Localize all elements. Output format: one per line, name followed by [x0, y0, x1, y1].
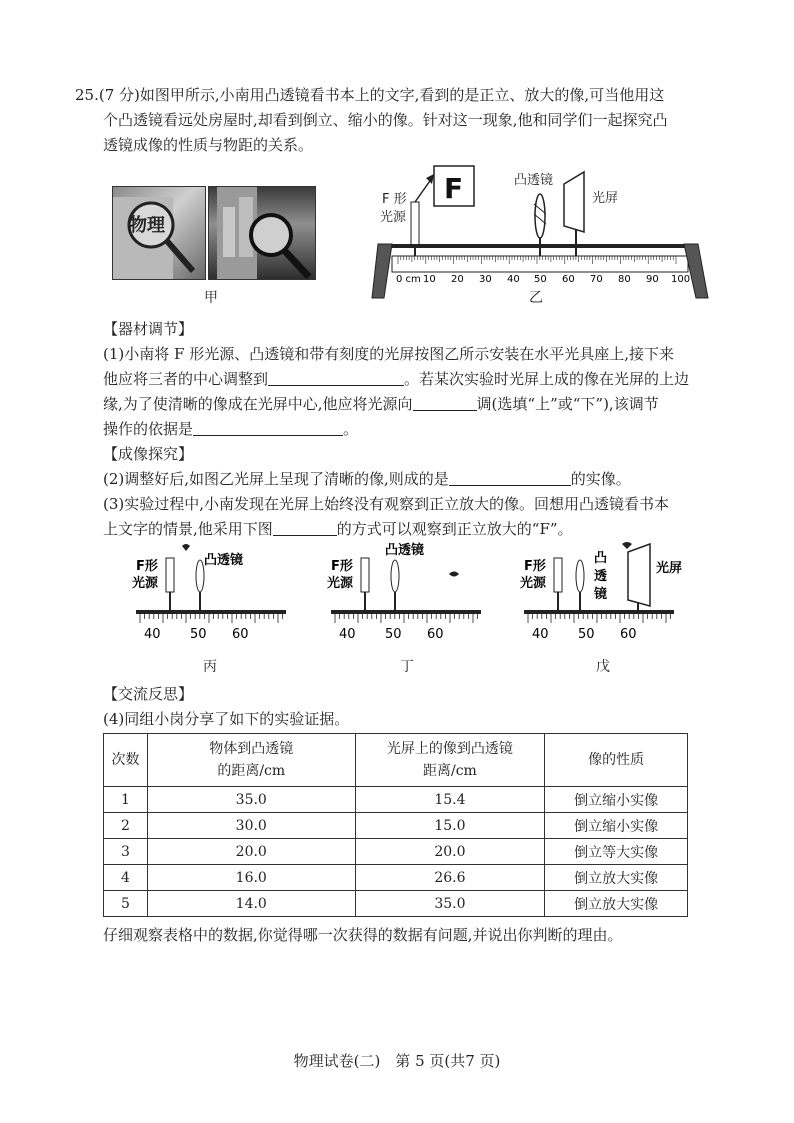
wu-tick-60: 60 [620, 627, 637, 640]
ruler-label: 30 [479, 274, 492, 285]
screen-label: 光屏 [592, 191, 619, 206]
bing-lens-label: 凸透镜 [204, 553, 244, 568]
figure-ding [325, 540, 485, 640]
ding-tick-40: 40 [339, 627, 356, 640]
q1-line-1: (1)小南将 F 形光源、凸透镜和带有刻度的光屏按图乙所示安装在水平光具座上,接下来 [103, 345, 674, 363]
f-letter: F [444, 172, 464, 205]
ding-tick-60: 60 [427, 627, 444, 640]
optical-bench-figure [368, 160, 713, 300]
evidence-table [103, 733, 688, 917]
ding-lens [391, 560, 399, 592]
ruler-labels [396, 274, 690, 285]
q1-line-4-a: 操作的依据是 [103, 420, 194, 438]
ding-lens-label: 凸透镜 [385, 543, 425, 558]
ding-tick-50: 50 [385, 627, 402, 640]
pointer-line [415, 178, 432, 202]
ding-rail [331, 610, 481, 614]
bing-rail [136, 610, 286, 614]
intro-line-1: 如图甲所示,小南用凸透镜看书本上的文字,看到的是正立、放大的像,可当他用这 [139, 86, 665, 104]
q2-a: (2)调整好后,如图乙光屏上呈现了清晰的像,则成的是 [103, 470, 449, 488]
cell: 倒立缩小实像 [545, 787, 688, 813]
q3-line-1: (3)实验过程中,小南发现在光屏上始终没有观察到正立放大的像。回想用凸透镜看书本 [103, 495, 670, 513]
cell: 15.0 [355, 813, 545, 839]
cell: 倒立放大实像 [545, 891, 688, 917]
wu-source-2: 光源 [520, 576, 547, 591]
q2-line [103, 468, 631, 490]
cell: 26.6 [355, 865, 545, 891]
cell: 30.0 [147, 813, 355, 839]
ruler-label: 10 [423, 274, 436, 285]
ruler-label: 0 cm [396, 274, 421, 285]
window-magnifier-drawing [209, 187, 315, 279]
table-row [104, 865, 688, 891]
wu-tick-40: 40 [532, 627, 549, 640]
bing-tick-50: 50 [190, 627, 207, 640]
question-number-text: 25. [75, 86, 99, 104]
table-row [104, 813, 688, 839]
pointer-arrow [426, 174, 434, 184]
bing-ticks [140, 614, 283, 623]
table-row [104, 891, 688, 917]
bing-tick-40: 40 [144, 627, 161, 640]
eye-icon [182, 544, 190, 551]
cell: 35.0 [355, 891, 545, 917]
q3-line-2-a: 上文字的情景,他采用下图 [103, 520, 273, 538]
q1-line-3-a: 缘,为了使清晰的像成在光屏中心,他应将光源向 [103, 395, 413, 413]
q4-intro: (4)同组小岗分享了如下的实验证据。 [103, 710, 350, 728]
wu-lens-1: 凸 [594, 551, 608, 566]
cell: 20.0 [355, 839, 545, 865]
page-footer: 物理试卷(二) 第 5 页(共7 页) [293, 1052, 501, 1070]
header-image-nature: 像的性质 [545, 734, 688, 787]
header-image-distance-2: 距离/cm [422, 763, 477, 779]
q1-line-2-a: 他应将三者的中心调整到 [103, 370, 269, 388]
eye-icon [622, 542, 632, 549]
q1-line-4-b: 。 [343, 420, 359, 438]
lens-label: 凸透镜 [514, 173, 554, 188]
cell: 2 [104, 813, 148, 839]
q1-line-4 [103, 418, 358, 440]
source-label-2: 光源 [380, 210, 407, 225]
wu-source [554, 558, 562, 592]
book-magnifier-drawing [113, 187, 205, 279]
header-object-distance-1: 物体到凸透镜 [209, 741, 294, 757]
q2-b: 的实像。 [570, 470, 631, 488]
ruler-label: 50 [534, 274, 547, 285]
caption-ding: 丁 [400, 659, 414, 675]
section-reflection: 【交流反思】 [103, 685, 194, 703]
cell: 3 [104, 839, 148, 865]
wu-lens [576, 560, 584, 592]
table-row [104, 839, 688, 865]
header-image-distance [355, 734, 545, 787]
ruler-label: 20 [451, 274, 464, 285]
f-source [411, 202, 419, 246]
ruler-label: 40 [507, 274, 520, 285]
wu-source-1: F形 [524, 559, 546, 574]
header-count: 次数 [104, 734, 148, 787]
cell: 倒立等大实像 [545, 839, 688, 865]
cell: 5 [104, 891, 148, 917]
header-object-distance [147, 734, 355, 787]
ruler-label: 60 [562, 274, 575, 285]
light-screen [564, 172, 584, 232]
q4-after: 仔细观察表格中的数据,你觉得哪一次获得的数据有问题,并说出你判断的理由。 [103, 926, 623, 944]
photo-book-magnifier [112, 186, 206, 280]
cell: 1 [104, 787, 148, 813]
table-header-row [104, 734, 688, 787]
ding-source-2: 光源 [327, 576, 354, 591]
figure-wu [518, 540, 688, 640]
ruler-label: 90 [646, 274, 659, 285]
ding-ticks [335, 614, 478, 623]
wu-screen [628, 544, 650, 606]
q3-line-2-b: 的方式可以观察到正立放大的“F”。 [336, 520, 573, 538]
book-title-text: 物理 [129, 215, 165, 236]
bing-source [166, 558, 174, 592]
intro-line-2: 个凸透镜看远处房屋时,却看到倒立、缩小的像。针对这一现象,他和同学们一起探究凸 [103, 111, 668, 129]
ding-source [361, 558, 369, 592]
ruler-label: 80 [618, 274, 631, 285]
answer-blank-basis[interactable] [193, 419, 343, 436]
bing-source-1: F形 [136, 559, 158, 574]
intro-line-3: 透镜成像的性质与物距的关系。 [103, 136, 314, 154]
section-equipment: 【器材调节】 [103, 320, 194, 338]
q1-line-2 [103, 368, 689, 390]
q3-line-2 [103, 518, 573, 540]
header-object-distance-2: 的距离/cm [217, 763, 286, 779]
wu-lens-2: 透 [594, 569, 608, 584]
answer-blank-direction[interactable] [413, 394, 477, 411]
ding-source-1: F形 [331, 559, 353, 574]
caption-wu: 戊 [596, 659, 610, 675]
bench-leg-left [372, 244, 392, 298]
cell: 4 [104, 865, 148, 891]
question-score: (7 分) [98, 86, 140, 104]
magnifier-handle-2 [283, 249, 309, 277]
bench-rail-top [378, 244, 698, 248]
q1-line-3 [103, 393, 659, 415]
q1-line-2-b: 。若某次实验时光屏上成的像在光屏的上边 [404, 370, 690, 388]
wu-ticks [528, 614, 671, 623]
cell: 15.4 [355, 787, 545, 813]
cell: 14.0 [147, 891, 355, 917]
cell: 倒立放大实像 [545, 865, 688, 891]
caption-yi: 乙 [529, 290, 543, 306]
cell: 16.0 [147, 865, 355, 891]
q1-line-3-b: 调(选填“上”或“下”),该调节 [476, 395, 659, 413]
cell: 20.0 [147, 839, 355, 865]
bing-lens [196, 560, 204, 592]
answer-blank-center[interactable] [268, 369, 404, 386]
cell: 倒立缩小实像 [545, 813, 688, 839]
cell: 35.0 [147, 787, 355, 813]
answer-blank-method[interactable] [273, 519, 337, 536]
section-imaging: 【成像探究】 [103, 445, 194, 463]
bing-source-2: 光源 [132, 576, 159, 591]
figure-bing [130, 540, 290, 640]
caption-bing: 丙 [203, 659, 217, 675]
source-label-1: F 形 [382, 192, 407, 207]
ruler-label: 70 [590, 274, 603, 285]
building-1 [223, 207, 235, 257]
bing-tick-60: 60 [232, 627, 249, 640]
table-row [104, 787, 688, 813]
wu-screen-label: 光屏 [656, 561, 683, 576]
wu-tick-50: 50 [578, 627, 595, 640]
photo-window-magnifier [208, 186, 316, 280]
wu-lens-3: 镜 [594, 587, 608, 602]
question-number [75, 84, 664, 106]
ruler-label: 100 [671, 274, 691, 285]
answer-blank-image-type[interactable] [449, 469, 571, 486]
eye-icon [449, 572, 459, 577]
header-image-distance-1: 光屏上的像到凸透镜 [386, 741, 513, 757]
caption-jia: 甲 [204, 290, 218, 306]
wu-rail [524, 610, 674, 614]
